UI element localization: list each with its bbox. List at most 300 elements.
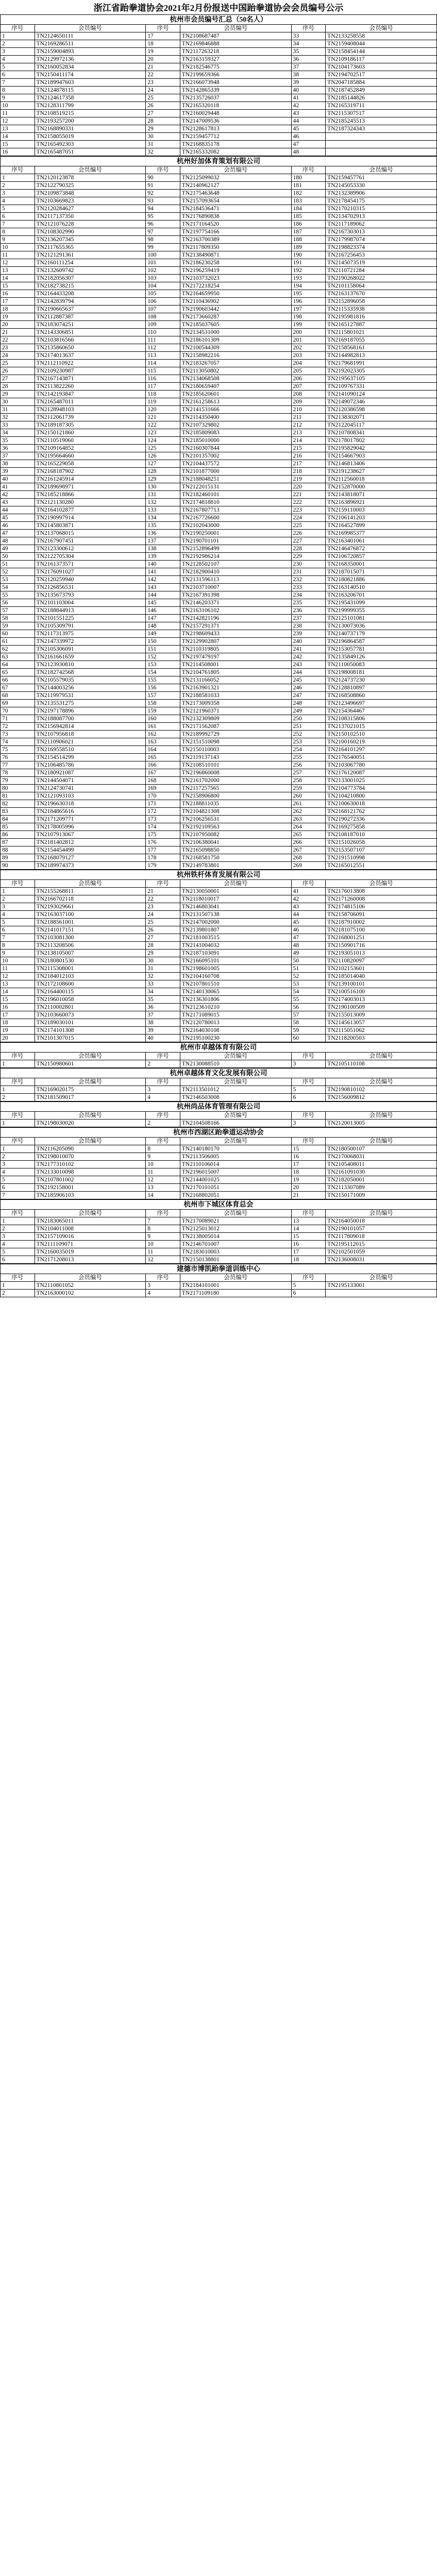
header-num: 序号 <box>1 1078 35 1086</box>
cell-member-id: TN2128948103 <box>35 406 146 414</box>
cell-member-id: TN2110319805 <box>180 646 291 653</box>
cell-num: 11 <box>146 1168 180 1176</box>
cell-num: 11 <box>1 110 35 117</box>
cell-member-id: TN2120123878 <box>35 174 146 182</box>
cell-num: 4 <box>1 911 35 919</box>
cell-num: 4 <box>1 1168 35 1176</box>
cell-num: 17 <box>1 1011 35 1019</box>
table-row <box>1 576 437 584</box>
cell-num: 5 <box>1 1248 35 1256</box>
cell-member-id: TN2131596113 <box>180 576 291 584</box>
cell-num: 44 <box>291 911 326 919</box>
cell-num: 48 <box>1 537 35 545</box>
cell-num: 22 <box>146 895 180 903</box>
table-row <box>1 630 437 638</box>
cell-num: 58 <box>291 1019 326 1027</box>
table-row <box>1 275 437 282</box>
header-num: 序号 <box>291 166 326 174</box>
cell-num: 192 <box>291 267 326 275</box>
cell-num: 179 <box>146 862 180 870</box>
cell-num: 199 <box>291 321 326 329</box>
cell-member-id: TN2171209771 <box>35 816 146 823</box>
cell-member-id: TN2105579035 <box>35 676 146 684</box>
cell-num: 198 <box>291 313 326 321</box>
cell-member-id: TN2106141203 <box>326 514 437 522</box>
cell-member-id: TN2165492303 <box>35 141 146 148</box>
table-row <box>1 468 437 476</box>
cell-num: 235 <box>291 599 326 607</box>
header-num: 序号 <box>146 1138 180 1145</box>
cell-member-id: TN2119137143 <box>180 754 291 761</box>
cell-num: 145 <box>146 599 180 607</box>
cell-num: 188 <box>291 236 326 244</box>
cell-num: 61 <box>1 638 35 646</box>
cell-member-id: TN2146503008 <box>180 1094 291 1101</box>
cell-num: 203 <box>291 352 326 360</box>
cell-num: 4 <box>1 56 35 63</box>
cell-num: 20 <box>291 1184 326 1192</box>
table-row <box>1 839 437 846</box>
cell-member-id: TN2142839794 <box>35 298 146 306</box>
table-row <box>1 646 437 653</box>
cell-member-id: TN2159457761 <box>326 174 437 182</box>
table-row <box>1 530 437 537</box>
cell-num: 39 <box>1 468 35 476</box>
cell-num: 27 <box>146 934 180 942</box>
cell-member-id: TN2139100101 <box>326 980 437 988</box>
cell-member-id: TN2170101051 <box>180 1184 291 1192</box>
cell-num: 10 <box>1 244 35 251</box>
cell-member-id: TN2124878115 <box>35 87 146 94</box>
cell-num: 1 <box>1 1217 35 1225</box>
header-id: 会员编号 <box>180 166 291 174</box>
cell-member-id: TN2110519060 <box>35 437 146 445</box>
cell-member-id: TN2191238627 <box>326 468 437 476</box>
cell-num: 25 <box>146 919 180 926</box>
cell-num: 31 <box>146 965 180 973</box>
cell-member-id: TN2165127887 <box>326 321 437 329</box>
cell-num: 81 <box>1 792 35 800</box>
table-row <box>1 1011 437 1019</box>
cell-num: 21 <box>146 888 180 895</box>
cell-num: 35 <box>1 437 35 445</box>
cell-member-id: TN2144003256 <box>35 684 146 692</box>
cell-member-id: TN2135849126 <box>326 653 437 661</box>
header-id: 会员编号 <box>180 1078 291 1086</box>
cell-num: 34 <box>146 988 180 996</box>
table-row <box>1 715 437 723</box>
table-row <box>1 174 437 182</box>
cell-num: 86 <box>1 831 35 839</box>
cell-num: 9 <box>1 236 35 244</box>
table-row <box>1 282 437 290</box>
cell-num: 231 <box>291 568 326 576</box>
cell-num: 267 <box>291 846 326 854</box>
cell-num: 45 <box>291 125 326 133</box>
cell-num: 204 <box>291 360 326 367</box>
cell-member-id: TN2163401061 <box>326 537 437 545</box>
cell-member-id: TN2188811035 <box>180 800 291 808</box>
cell-num: 239 <box>291 630 326 638</box>
table-row <box>1 383 437 391</box>
cell-num: 54 <box>1 584 35 591</box>
table-row <box>1 1184 437 1192</box>
cell-num: 5 <box>1 919 35 926</box>
table-row <box>1 1248 437 1256</box>
cell-member-id: TN2146203371 <box>180 599 291 607</box>
cell-num: 147 <box>146 615 180 622</box>
cell-member-id: TN2150171009 <box>326 1192 437 1199</box>
cell-member-id: TN2196860008 <box>180 769 291 777</box>
cell-num: 8 <box>1 87 35 94</box>
cell-num: 43 <box>1 499 35 506</box>
cell-member-id: TN2103816566 <box>35 336 146 344</box>
cell-num: 57 <box>1 607 35 615</box>
cell-member-id: TN2104210800 <box>326 792 437 800</box>
cell-num: 97 <box>146 228 180 236</box>
cell-member-id: TN2159408044 <box>326 40 437 48</box>
table-row <box>1 375 437 383</box>
cell-num: 174 <box>146 823 180 831</box>
cell-num: 236 <box>291 607 326 615</box>
cell-num: 8 <box>146 1145 180 1153</box>
cell-member-id: TN2190101057 <box>326 1225 437 1233</box>
cell-num: 134 <box>146 514 180 522</box>
cell-num: 63 <box>1 653 35 661</box>
cell-member-id: TN2197178896 <box>35 707 146 715</box>
cell-num: 33 <box>291 32 326 40</box>
cell-member-id: TN2161091030 <box>326 1168 437 1176</box>
cell-num: 143 <box>146 584 180 591</box>
table-row <box>1 1168 437 1176</box>
cell-member-id: TN2117257565 <box>180 785 291 792</box>
cell-member-id: TN2146476872 <box>326 545 437 553</box>
cell-member-id: TN2124650111 <box>35 32 146 40</box>
cell-member-id: TN2174003013 <box>326 996 437 1004</box>
cell-num: 2 <box>146 1060 180 1068</box>
cell-num: 219 <box>291 476 326 483</box>
cell-num: 100 <box>146 251 180 259</box>
cell-num: 1 <box>1 1086 35 1094</box>
cell-num: 132 <box>146 499 180 506</box>
table-row <box>1 491 437 499</box>
cell-num: 234 <box>291 591 326 599</box>
cell-member-id: TN2117313975 <box>35 630 146 638</box>
cell-num: 173 <box>146 816 180 823</box>
cell-num: 19 <box>146 48 180 56</box>
section-title: 杭州市卓越体育有限公司 <box>1 1043 437 1053</box>
section-title: 杭州卓越体育文化发展有限公司 <box>1 1069 437 1078</box>
cell-member-id: TN2117263218 <box>180 48 291 56</box>
cell-member-id: TN2157093654 <box>180 197 291 205</box>
cell-num: 23 <box>1 344 35 352</box>
cell-num: 17 <box>1 298 35 306</box>
cell-num: 185 <box>291 213 326 221</box>
cell-num: 16 <box>291 1241 326 1248</box>
cell-num: 25 <box>1 360 35 367</box>
cell-member-id: TN2168001251 <box>326 934 437 942</box>
cell-member-id: TN2168508860 <box>326 692 437 700</box>
cell-member-id: TN2139801807 <box>180 926 291 934</box>
cell-member-id <box>326 141 437 148</box>
cell-member-id: TN2167726600 <box>180 514 291 522</box>
cell-member-id: TN2195100230 <box>180 1035 291 1042</box>
header-id: 会员编号 <box>35 1138 146 1145</box>
cell-member-id: TN2122045117 <box>326 421 437 429</box>
cell-member-id: TN2176890838 <box>180 213 291 221</box>
cell-num: 249 <box>291 707 326 715</box>
cell-num: 171 <box>146 800 180 808</box>
cell-num: 38 <box>291 71 326 79</box>
cell-member-id: TN2111109071 <box>35 1241 146 1248</box>
cell-num: 10 <box>146 1161 180 1168</box>
cell-member-id: TN2185906103 <box>35 1192 146 1199</box>
table-row <box>1 514 437 522</box>
cell-member-id: TN2104437572 <box>180 460 291 468</box>
cell-member-id: TN2125099032 <box>180 174 291 182</box>
cell-member-id: TN2192158001 <box>35 1184 146 1192</box>
cell-member-id: TN2177310102 <box>35 1161 146 1168</box>
cell-member-id: TN2176540051 <box>326 754 437 761</box>
table-row <box>1 607 437 615</box>
table-row <box>1 965 437 973</box>
cell-member-id: TN2102501059 <box>326 1248 437 1256</box>
cell-num: 15 <box>1 141 35 148</box>
cell-member-id: TN2110106014 <box>180 1161 291 1168</box>
cell-num: 11 <box>1 965 35 973</box>
cell-num: 232 <box>291 576 326 584</box>
cell-num: 15 <box>1 996 35 1004</box>
table-row <box>1 360 437 367</box>
header-id: 会员编号 <box>326 1138 437 1145</box>
cell-member-id: TN2190701101 <box>180 537 291 545</box>
table-row <box>1 460 437 468</box>
cell-member-id: TN2114350400 <box>180 414 291 421</box>
cell-num: 27 <box>146 110 180 117</box>
cell-num: 2 <box>1 895 35 903</box>
cell-member-id: TN2193257200 <box>35 117 146 125</box>
cell-num: 221 <box>291 491 326 499</box>
cell-member-id: TN2163901321 <box>180 684 291 692</box>
cell-member-id: TN2101103004 <box>35 599 146 607</box>
cell-num: 13 <box>1 980 35 988</box>
cell-num: 246 <box>291 684 326 692</box>
cell-member-id: TN2184865616 <box>35 808 146 816</box>
cell-num: 156 <box>146 684 180 692</box>
cell-num: 264 <box>291 823 326 831</box>
cell-member-id: TN2107801002 <box>35 1176 146 1184</box>
cell-member-id: TN2193051013 <box>326 950 437 957</box>
cell-member-id: TN2187015071 <box>326 568 437 576</box>
header-id: 会员编号 <box>180 1274 291 1282</box>
section-title: 杭州市会员编号汇总（50名人） <box>1 15 437 25</box>
table-row <box>1 414 437 421</box>
table-row <box>1 537 437 545</box>
cell-num: 15 <box>291 1145 326 1153</box>
cell-member-id: TN2163137670 <box>326 290 437 298</box>
cell-member-id: TN2158982216 <box>180 352 291 360</box>
cell-member-id: TN2196010058 <box>35 996 146 1004</box>
header-num: 序号 <box>291 1112 326 1120</box>
cell-member-id: TN2191510998 <box>326 854 437 862</box>
cell-num: 94 <box>146 205 180 213</box>
cell-num: 9 <box>1 94 35 102</box>
cell-member-id: TN2182738215 <box>35 282 146 290</box>
cell-member-id: TN2167256453 <box>326 251 437 259</box>
table-row <box>1 746 437 754</box>
cell-member-id: TN2165012551 <box>326 862 437 870</box>
table-row <box>1 48 437 56</box>
cell-member-id: TN2198030020 <box>35 1120 146 1127</box>
cell-member-id: TN2165487011 <box>35 398 146 406</box>
cell-num: 106 <box>146 298 180 306</box>
cell-member-id: TN2136008031 <box>326 1256 437 1264</box>
cell-member-id: TN2198601005 <box>180 965 291 973</box>
cell-num: 14 <box>146 1192 180 1199</box>
cell-member-id: TN2160029448 <box>180 110 291 117</box>
cell-num: 64 <box>1 661 35 669</box>
cell-member-id: TN2170089021 <box>180 1217 291 1225</box>
cell-member-id: TN2185144826 <box>326 94 437 102</box>
cell-num: 77 <box>1 761 35 769</box>
cell-member-id: TN2190250001 <box>180 530 291 537</box>
header-num: 序号 <box>291 1210 326 1217</box>
cell-member-id: TN2147339972 <box>35 638 146 646</box>
cell-member-id: TN2167907451 <box>35 537 146 545</box>
cell-num: 44 <box>291 117 326 125</box>
cell-member-id: TN2135531275 <box>35 700 146 707</box>
cell-num: 71 <box>1 715 35 723</box>
cell-member-id: TN2176013808 <box>326 888 437 895</box>
cell-member-id: TN2167303013 <box>326 228 437 236</box>
cell-num: 90 <box>146 174 180 182</box>
section-table <box>0 1101 437 1127</box>
cell-num: 218 <box>291 468 326 476</box>
cell-member-id: TN2190100509 <box>326 1004 437 1011</box>
cell-num: 168 <box>146 777 180 785</box>
cell-num: 48 <box>291 148 326 156</box>
cell-member-id: TN2169846888 <box>180 40 291 48</box>
section-table <box>0 1068 437 1101</box>
table-row <box>1 1225 437 1233</box>
table-row <box>1 800 437 808</box>
cell-member-id: TN2175463648 <box>180 190 291 197</box>
cell-num: 5 <box>291 1086 326 1094</box>
cell-member-id: TN2189187305 <box>35 421 146 429</box>
cell-member-id: TN2196630318 <box>35 800 146 808</box>
header-num: 序号 <box>291 25 326 32</box>
cell-num: 9 <box>1 950 35 957</box>
cell-num: 14 <box>1 988 35 996</box>
cell-num: 202 <box>291 344 326 352</box>
cell-member-id: TN2180921087 <box>35 769 146 777</box>
cell-num: 13 <box>291 1217 326 1225</box>
cell-member-id: TN2198823374 <box>326 244 437 251</box>
cell-member-id: TN2161245914 <box>35 476 146 483</box>
cell-member-id: TN2171164520 <box>180 221 291 228</box>
cell-num: 1 <box>1 174 35 182</box>
cell-member-id: TN2134702913 <box>326 213 437 221</box>
cell-num: 255 <box>291 754 326 761</box>
cell-member-id: TN2156009812 <box>326 1094 437 1101</box>
cell-num: 28 <box>146 117 180 125</box>
cell-member-id: TN2141017151 <box>35 926 146 934</box>
cell-num: 21 <box>1 329 35 336</box>
cell-member-id: TN2185245513 <box>326 117 437 125</box>
cell-num: 60 <box>291 1035 326 1042</box>
cell-num: 8 <box>1 942 35 950</box>
cell-num: 14 <box>1 275 35 282</box>
cell-num: 13 <box>1 267 35 275</box>
cell-num: 127 <box>146 460 180 468</box>
cell-num: 42 <box>291 895 326 903</box>
cell-member-id: TN2150121860 <box>35 429 146 437</box>
cell-num: 89 <box>1 854 35 862</box>
cell-member-id: TN2106485786 <box>35 761 146 769</box>
cell-member-id: TN2158706091 <box>326 911 437 919</box>
cell-member-id: TN2122790325 <box>35 182 146 190</box>
cell-member-id: TN2169020175 <box>35 1086 146 1094</box>
cell-num: 3 <box>146 1086 180 1094</box>
table-row <box>1 236 437 244</box>
cell-member-id: TN2140130065 <box>180 988 291 996</box>
cell-member-id: TN2168121762 <box>326 808 437 816</box>
header-id: 会员编号 <box>180 25 291 32</box>
cell-num: 60 <box>1 630 35 638</box>
header-num: 序号 <box>146 166 180 174</box>
cell-num: 52 <box>291 973 326 980</box>
cell-member-id: TN2157109016 <box>35 1233 146 1241</box>
cell-num: 41 <box>291 94 326 102</box>
cell-member-id: TN2182742568 <box>35 669 146 676</box>
table-row <box>1 692 437 700</box>
cell-member-id: TN2170210315 <box>326 205 437 213</box>
cell-member-id: TN2134531000 <box>180 329 291 336</box>
cell-num: 228 <box>291 545 326 553</box>
cell-num: 47 <box>291 934 326 942</box>
cell-num: 11 <box>1 251 35 259</box>
cell-num: 2 <box>146 1120 180 1127</box>
cell-member-id: TN2182050001 <box>326 1176 437 1184</box>
cell-member-id: TN2115308001 <box>35 965 146 973</box>
cell-num: 31 <box>1 406 35 414</box>
header-num: 序号 <box>291 880 326 888</box>
cell-member-id: TN2178454175 <box>326 197 437 205</box>
table-row <box>1 926 437 934</box>
cell-num: 109 <box>146 321 180 329</box>
cell-num: 3 <box>1 903 35 911</box>
cell-num: 176 <box>146 839 180 846</box>
cell-num: 26 <box>146 926 180 934</box>
cell-num: 41 <box>1 483 35 491</box>
table-row <box>1 259 437 267</box>
cell-member-id: TN2163159327 <box>180 56 291 63</box>
cell-member-id: TN2188581033 <box>180 692 291 700</box>
table-row <box>1 823 437 831</box>
cell-num: 153 <box>146 661 180 669</box>
cell-num: 129 <box>146 476 180 483</box>
table-row <box>1 228 437 236</box>
cell-num: 259 <box>291 785 326 792</box>
header-num: 序号 <box>146 1053 180 1060</box>
cell-member-id: TN2123300612 <box>35 545 146 553</box>
cell-num: 131 <box>146 491 180 499</box>
cell-num: 136 <box>146 530 180 537</box>
table-row <box>1 661 437 669</box>
cell-num: 187 <box>291 228 326 236</box>
table-row <box>1 244 437 251</box>
cell-num: 10 <box>1 102 35 110</box>
